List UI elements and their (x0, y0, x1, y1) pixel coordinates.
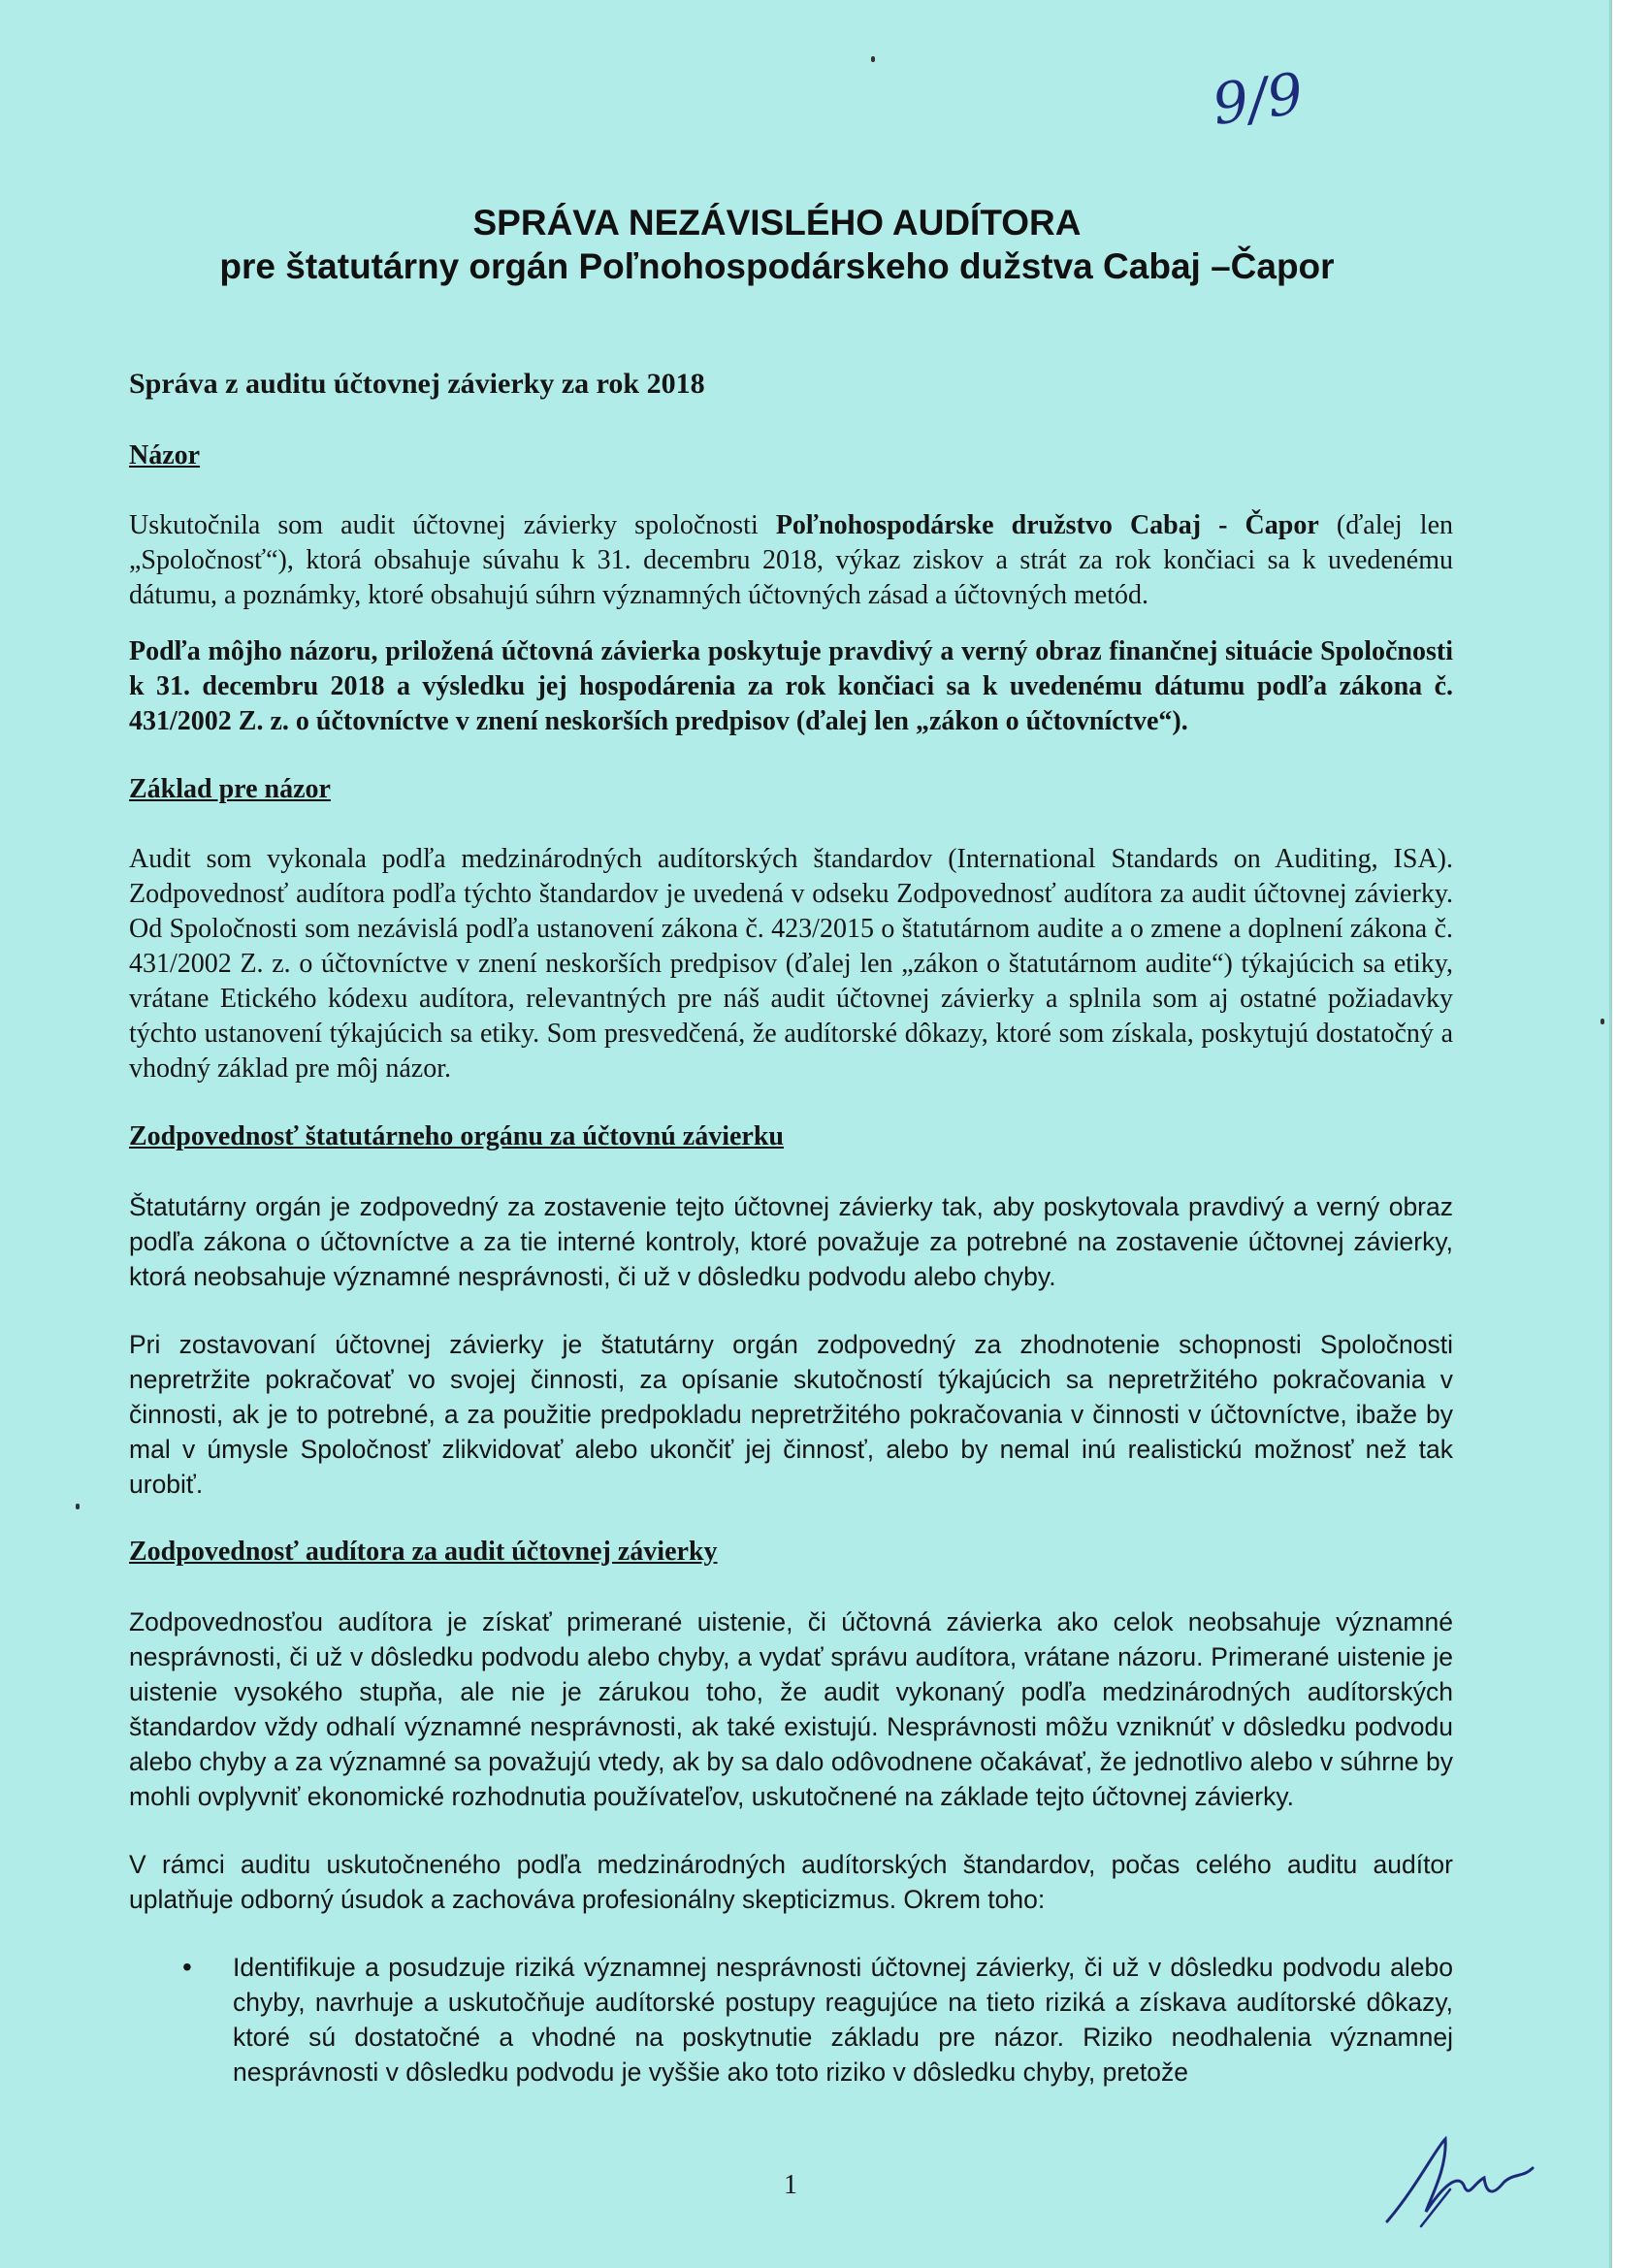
nazor-p1-after: (ďalej len „Spoločnosť“), ktorá obsahuje súvahu k 31. decembru 2018, výkaz ziskov a strát za rok končiaci sa k uvedenému dátumu, a poznámky, ktoré obsahujú súhrn významných účtovných zásad a účtovných metód. (129, 510, 1453, 610)
auditor-bullet-list (129, 1950, 1453, 2090)
auditor-paragraph-1: Zodpovednosťou audítora je získať primerané uistenie, či účtovná závierka ako celok neobsahuje významné nesprávnosti, či už v dôsledku podvodu alebo chyby, a vydať správu audítora, vrátane názoru. Primerané uistenie je uistenie vysokého stupňa, ale nie je zárukou toho, že audit vykonaný podľa medzinárodných audítorských štandardov vždy odhalí významné nesprávnosti, ak také existujú. Nesprávnosti môžu vzniknúť v dôsledku podvodu alebo chyby a za významné sa považujú vtedy, ak by sa dalo odôvodnene očakávať, že jednotlivo alebo v súhrne by mohli ovplyvniť ekonomické rozhodnutia používateľov, uskutočnené na základe tejto účtovnej závierky. (129, 1607, 1453, 1811)
statutar-paragraph-1: Štatutárny orgán je zodpovedný za zostavenie tejto účtovnej závierky tak, aby poskytovala pravdivý a verný obraz podľa zákona o účtovníctve a za tie interné kontroly, ktoré považuje za potrebné na zostavenie účtovnej závierky, ktorá neobsahuje významné nesprávnosti, či už v dôsledku podvodu alebo chyby. (129, 1192, 1453, 1291)
report-body (129, 367, 1453, 2090)
nazor-opinion-paragraph: Podľa môjho názoru, priložená účtovná závierka poskytuje pravdivý a verný obraz finančnej situácie Spoločnosti k 31. decembru 2018 a výsledku jej hospodárenia za rok končiaci sa k uvedenému dátumu podľa zákona č. 431/2002 Z. z. o účtovníctve v znení neskorších predpisov (ďalej len „zákon o účtovníctve“). (129, 636, 1453, 736)
heading-zaklad: Základ pre názor (129, 774, 331, 804)
report-title: SPRÁVA NEZÁVISLÉHO AUDÍTORA (472, 203, 1082, 243)
scan-speck (76, 1504, 80, 1509)
list-item: • Identifikuje a posudzuje riziká významnej nesprávnosti účtovnej závierky, či už v dôsledku podvodu alebo chyby, navrhuje a uskutočňuje audítorské postupy reagujúce na tieto riziká a získava audítorské dôkazy, ktoré sú dostatočné a vhodné na poskytnutie základu pre názor. Riziko neodhalenia významnej nesprávnosti v dôsledku podvodu je vyššie ako toto riziko v dôsledku chyby, pretože (129, 1950, 1453, 2090)
zaklad-paragraph: Audit som vykonala podľa medzinárodných audítorských štandardov (International Standards on Auditing, ISA). Zodpovednosť audítora podľa týchto štandardov je uvedená v odseku Zodpovednosť audítora za audit účtovnej závierky. Od Spoločnosti som nezávislá podľa ustanovení zákona č. 423/2015 o štatutárnom audite a o zmene a doplnení zákona č. 431/2002 Z. z. o účtovníctve v znení neskorších predpisov (ďalej len „zákon o štatutárnom audite“) týkajúcich sa etiky, vrátane Etického kódexu audítora, relevantných pre náš audit účtovnej závierky a splnila som aj ostatné požiadavky týchto ustanovení týkajúcich sa etiky. Som presvedčená, že audítorské dôkazy, ktoré som získala, poskytujú dostatočný a vhodný základ pre môj názor. (129, 844, 1453, 1084)
nazor-paragraph-1 (129, 508, 1453, 613)
scan-speck (871, 56, 875, 62)
heading-nazor: Názor (129, 440, 201, 470)
page-number: 1 (784, 2170, 797, 2200)
signature-icon (1377, 2129, 1542, 2236)
heading-statutar: Zodpovednosť štatutárneho orgánu za účtovnú závierku (129, 1121, 784, 1151)
nazor-p1-before: Uskutočnila som audit účtovnej závierky spoločnosti (129, 510, 776, 540)
statutar-paragraph-2: Pri zostavovaní účtovnej závierky je štatutárny orgán zodpovedný za zhodnotenie schopnosti Spoločnosti nepretržite pokračovať vo svojej činnosti, za opísanie skutočností týkajúcich sa nepretržitého pokračovania v činnosti, ak je to potrebné, a za použitie predpokladu nepretržitého pokračovania v činnosti v účtovníctve, ibaže by mal v úmysle Spoločnosť zlikvidovať alebo ukončiť jej činnosť, alebo by nemal inú realistickú možnosť než tak urobiť. (129, 1330, 1453, 1499)
heading-auditor: Zodpovednosť audítora za audit účtovnej závierky (129, 1537, 718, 1567)
auditor-paragraph-2: V rámci auditu uskutočneného podľa medzinárodných audítorských štandardov, počas celého auditu audítor uplatňuje odborný úsudok a zachováva profesionálny skepticizmus. Okrem toho: (129, 1850, 1453, 1914)
section-main-heading: Správa z auditu účtovnej závierky za rok 2018 (129, 368, 705, 400)
page-mark-handwritten: 9/9 (1208, 59, 1308, 139)
scan-speck (1600, 1019, 1604, 1024)
company-name: Poľnohospodárske družstvo Cabaj - Čapor (775, 510, 1319, 540)
report-subtitle: pre štatutárny orgán Poľnohospodárskeho dužstva Cabaj –Čapor (219, 246, 1335, 286)
